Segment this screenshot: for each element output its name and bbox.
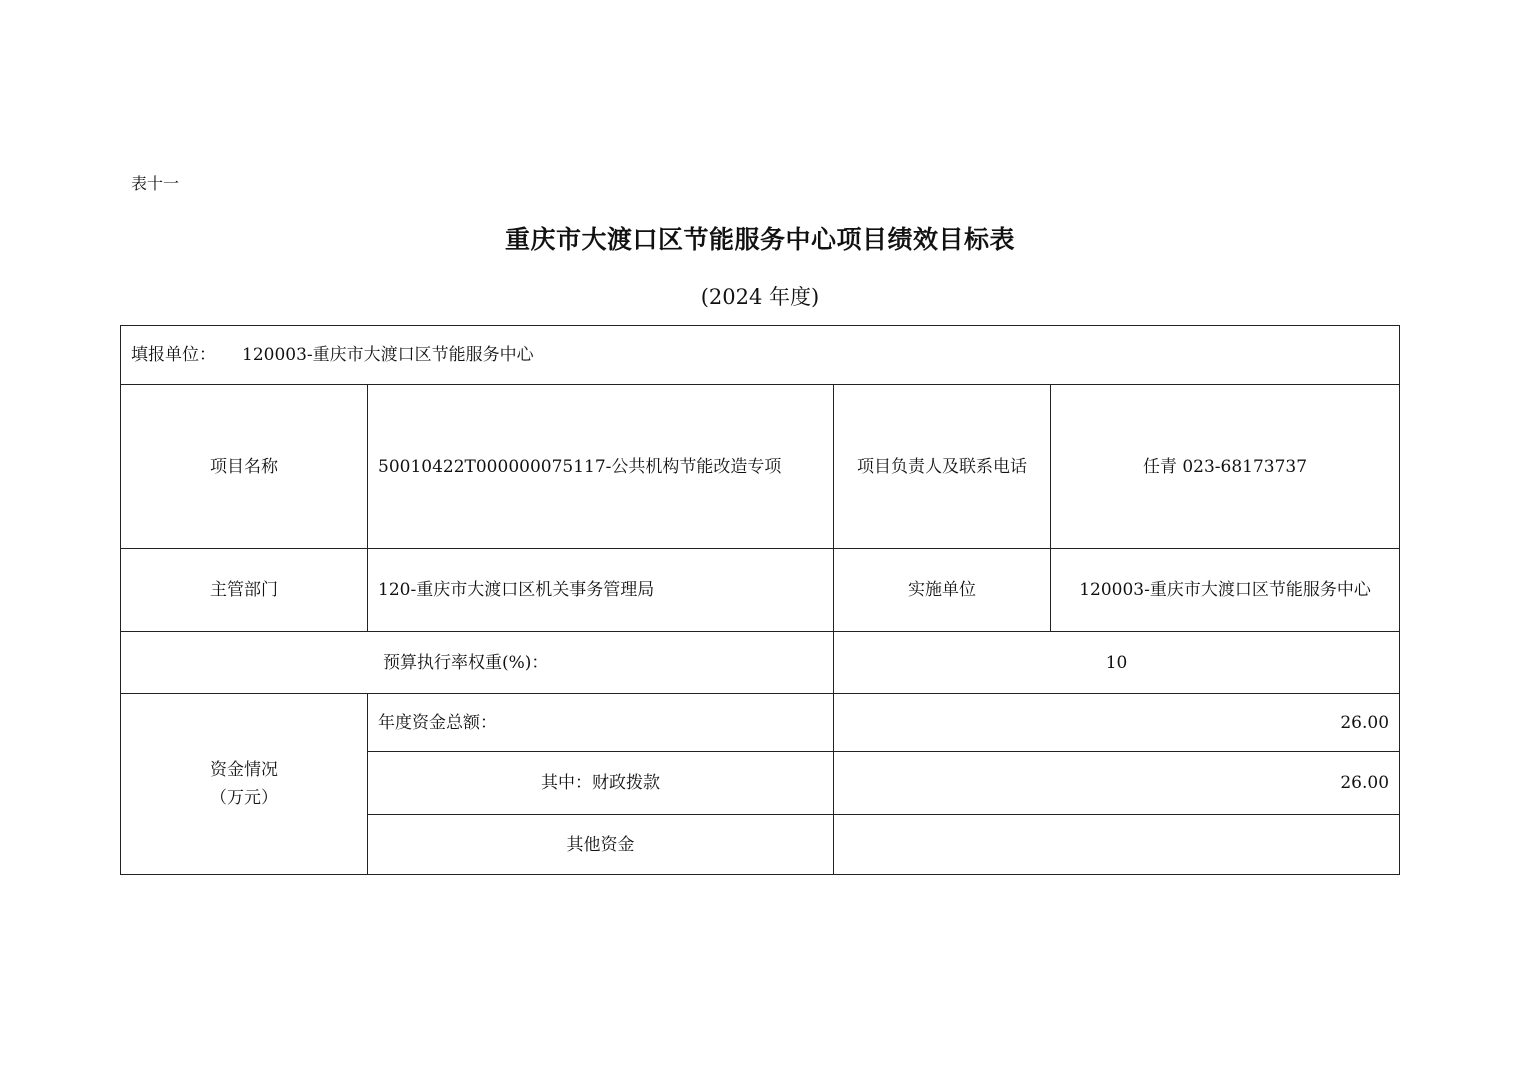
department-row <box>121 549 1400 632</box>
fiscal-value: 26.00 <box>834 752 1400 815</box>
reporting-unit-row <box>121 326 1400 385</box>
reporting-unit-cell <box>121 326 1400 385</box>
department-label: 主管部门 <box>121 549 368 632</box>
project-name-value: 50010422T000000075117-公共机构节能改造专项 <box>368 385 834 549</box>
document-subtitle: (2024 年度) <box>700 285 820 309</box>
contact-value: 任青 023-68173737 <box>1051 385 1400 549</box>
funds-label-line2: （万元） <box>210 788 278 808</box>
project-name-label: 项目名称 <box>121 385 368 549</box>
project-name-row <box>121 385 1400 549</box>
other-funds-label: 其他资金 <box>368 815 834 875</box>
reporting-unit-label: 填报单位： <box>131 345 216 365</box>
implementing-unit-label: 实施单位 <box>834 549 1051 632</box>
annual-total-value: 26.00 <box>834 694 1400 752</box>
annual-total-label: 年度资金总额： <box>368 694 834 752</box>
other-funds-value <box>834 815 1400 875</box>
budget-weight-row <box>121 632 1400 694</box>
document-title: 重庆市大渡口区节能服务中心项目绩效目标表 <box>504 225 1015 254</box>
table-label: 表十一 <box>131 174 180 193</box>
funds-label-line1: 资金情况 <box>210 760 278 780</box>
contact-label: 项目负责人及联系电话 <box>834 385 1051 549</box>
budget-weight-value: 10 <box>834 632 1400 694</box>
annual-total-row <box>121 694 1400 752</box>
funds-label <box>121 694 368 875</box>
implementing-unit-value: 120003-重庆市大渡口区节能服务中心 <box>1051 549 1400 632</box>
reporting-unit-value: 120003-重庆市大渡口区节能服务中心 <box>242 345 534 365</box>
department-value: 120-重庆市大渡口区机关事务管理局 <box>368 549 834 632</box>
budget-weight-label: 预算执行率权重(%)： <box>121 632 834 694</box>
performance-target-table <box>120 325 1400 875</box>
fiscal-label: 其中：财政拨款 <box>368 752 834 815</box>
